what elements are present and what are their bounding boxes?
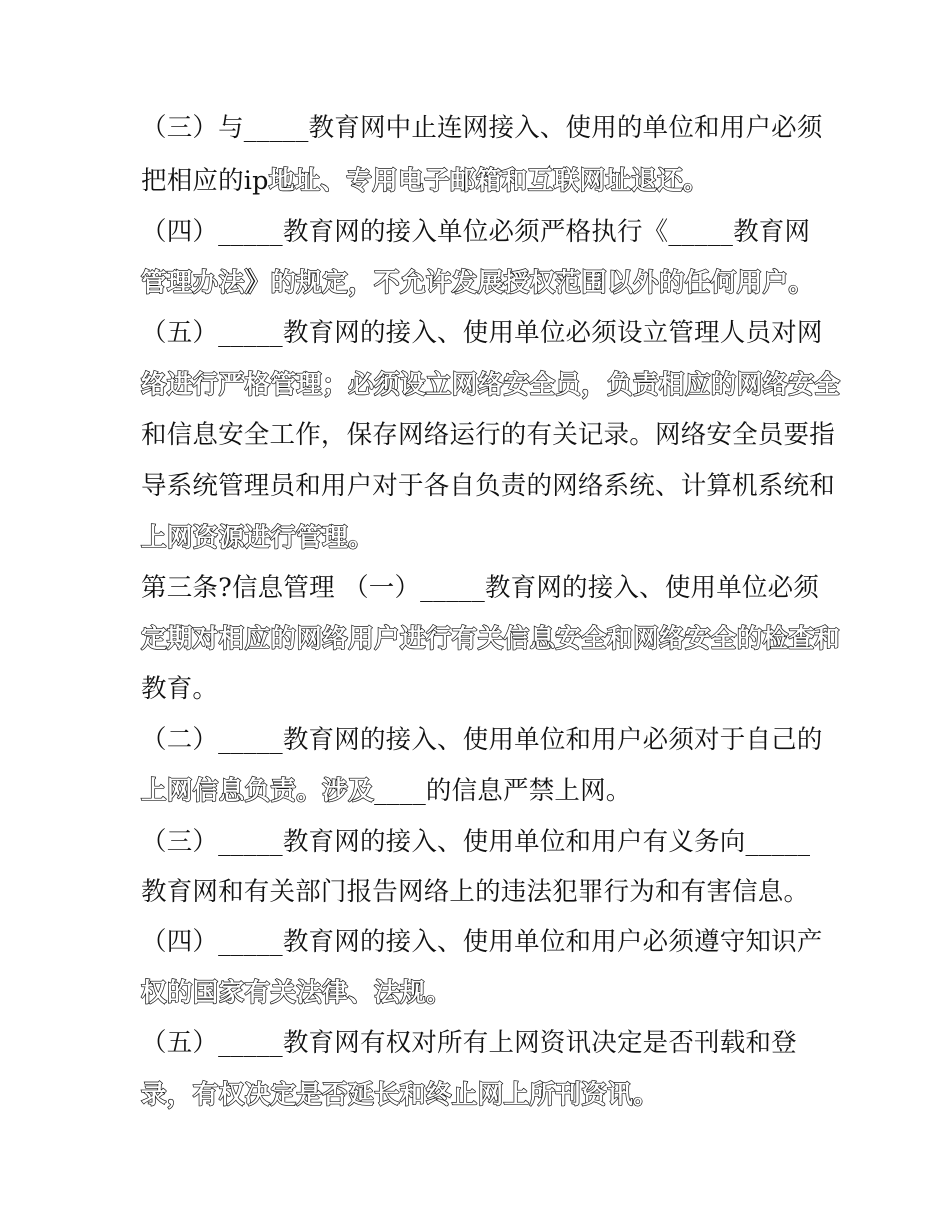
text-segment: （三）与_____教育网中止连网接入、使用的单位和用户必须 <box>141 113 823 143</box>
text-segment: 第三条?信息管理 （一）_____教育网的接入、使用单位必须 <box>141 573 820 603</box>
text-segment: ____的信息严禁上网。 <box>374 776 632 806</box>
text-segment: 把相应的ip <box>141 166 269 196</box>
text-segment: 和信息安全工作，保存网络运行的有关记录。网络安全员要指 <box>141 420 835 450</box>
text-segment: 教育网和有关部门报告网络上的违法犯罪行为和有害信息。 <box>141 877 810 907</box>
text-segment: （四）_____教育网的接入单位必须严格执行《_____教育网 <box>141 217 811 247</box>
text-line-1 <box>141 112 823 144</box>
text-line-12 <box>141 673 218 705</box>
text-line-8 <box>141 470 835 502</box>
text-segment: （三）_____教育网的接入、使用单位和用户有义务向_____ <box>141 827 811 857</box>
text-segment: （二）_____教育网的接入、使用单位和用户必须对于自己的 <box>141 725 823 755</box>
bubble-text-segment: 管理办法》的规定，不允许发展授权范围以外的任何用户。 <box>141 268 815 298</box>
text-line-7 <box>141 419 835 451</box>
bubble-text-segment: 上网资源进行管理。 <box>141 523 375 553</box>
bubble-text-segment: 定期对相应的网络用户进行有关信息安全和网络安全的检查和 <box>141 624 841 654</box>
text-segment: 教育。 <box>141 674 219 704</box>
bubble-text-segment: 上网信息负责。涉及 <box>141 776 375 806</box>
text-line-4 <box>141 267 814 299</box>
text-line-10 <box>141 572 819 604</box>
text-segment: （四）_____教育网的接入、使用单位和用户必须遵守知识产 <box>141 927 823 957</box>
text-line-3 <box>141 216 810 248</box>
text-line-5 <box>141 317 823 349</box>
text-line-17 <box>141 926 823 958</box>
text-segment: 导系统管理员和用户对于各自负责的网络系统、计算机系统和 <box>141 471 835 501</box>
text-line-2 <box>141 165 709 197</box>
text-line-14 <box>141 775 632 807</box>
text-segment: （五）_____教育网有权对所有上网资讯决定是否刊载和登 <box>141 1028 797 1058</box>
bubble-text-segment: 权的国家有关法律、法规。 <box>141 978 452 1008</box>
text-line-13 <box>141 724 823 756</box>
bubble-text-segment: 地址、专用电子邮箱和互联网址退还。 <box>268 166 709 196</box>
text-line-18 <box>141 977 452 1009</box>
text-line-16 <box>141 876 809 908</box>
text-line-11 <box>141 623 840 655</box>
bubble-text-segment: 录，有权决定是否延长和终止网上所刊资讯。 <box>141 1080 660 1110</box>
text-segment: （五）_____教育网的接入、使用单位必须设立管理人员对网 <box>141 318 823 348</box>
bubble-text-segment: 络进行严格管理；必须设立网络安全员，负责相应的网络安全 <box>141 370 841 400</box>
text-line-6 <box>141 369 840 401</box>
text-line-19 <box>141 1027 797 1059</box>
text-line-15 <box>141 826 810 858</box>
text-line-20 <box>141 1079 659 1111</box>
text-line-9 <box>141 522 374 554</box>
